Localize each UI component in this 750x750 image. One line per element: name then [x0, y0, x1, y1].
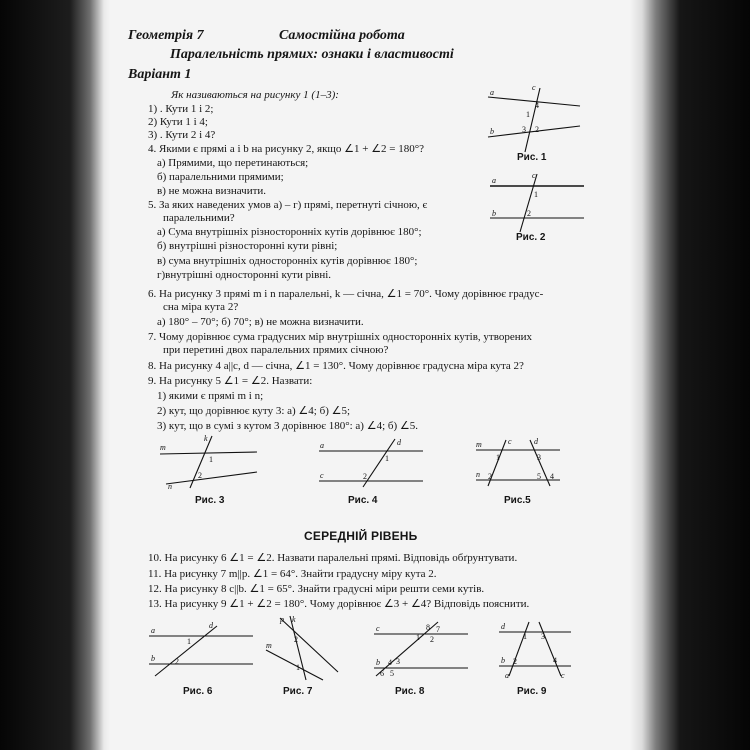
svg-text:1: 1: [385, 454, 389, 463]
question-12: 12. На рисунку 8 c||b. ∠1 = 65°. Знайти градусні міри решти семи кутів.: [148, 583, 485, 595]
figure-5-diagram: [472, 436, 564, 488]
question-10: 10. На рисунку 6 ∠1 = ∠2. Назвати паралельні прямі. Відповідь обґрунтувати.: [148, 552, 518, 564]
subject-heading: Геометрія 7: [128, 28, 204, 43]
middle-level-heading: СЕРЕДНІЙ РІВЕНЬ: [304, 529, 418, 543]
svg-text:3: 3: [537, 453, 541, 462]
svg-text:a: a: [490, 88, 494, 97]
svg-text:2: 2: [513, 657, 517, 666]
question-5: 5. За яких наведених умов а) – г) прямі, перетнуті січною, є: [148, 199, 428, 211]
svg-text:1: 1: [296, 663, 300, 672]
svg-text:1: 1: [496, 453, 500, 462]
svg-text:5: 5: [537, 472, 541, 481]
svg-text:1: 1: [523, 632, 527, 641]
figure-4-caption: Рис. 4: [348, 495, 378, 506]
figure-3-diagram: [152, 432, 262, 490]
topic-heading: Паралельність прямих: ознаки і властивості: [170, 47, 454, 62]
question-4-option-b: б) паралельними прямими;: [157, 171, 284, 183]
svg-text:c: c: [508, 437, 512, 446]
svg-text:2: 2: [175, 657, 179, 666]
svg-text:a: a: [320, 441, 324, 450]
svg-text:3: 3: [522, 125, 526, 134]
svg-text:6: 6: [380, 669, 384, 678]
figure-7-caption: Рис. 7: [283, 686, 313, 697]
question-1: 1) . Кути 1 і 2;: [148, 103, 214, 115]
svg-text:c: c: [532, 83, 536, 92]
figure-1-caption: Рис. 1: [517, 152, 547, 163]
figure-8-caption: Рис. 8: [395, 686, 425, 697]
svg-text:2: 2: [198, 471, 202, 480]
svg-text:1: 1: [526, 110, 530, 119]
svg-text:c: c: [320, 471, 324, 480]
svg-text:1: 1: [209, 455, 213, 464]
question-5-option-b: б) внутрішні різносторонні кути рівні;: [157, 240, 338, 252]
svg-text:m: m: [476, 440, 482, 449]
question-9: 9. На рисунку 5 ∠1 = ∠2. Назвати:: [148, 375, 313, 387]
svg-text:b: b: [501, 656, 505, 665]
question-9-item-3: 3) кут, що в сумі з кутом 3 дорівнює 180°: а) ∠4; б) ∠5.: [157, 420, 419, 432]
svg-text:4: 4: [550, 472, 554, 481]
question-4: 4. Якими є прямі a і b на рисунку 2, якщо ∠1 + ∠2 = 180°?: [148, 143, 425, 155]
question-3: 3) . Кути 2 і 4?: [148, 129, 216, 141]
svg-text:d: d: [534, 437, 538, 446]
figure-6-diagram: [145, 620, 257, 680]
svg-text:b: b: [376, 658, 380, 667]
question-2: 2) Кути 1 і 4;: [148, 116, 208, 128]
question-4-option-a: а) Прямими, що перетинаються;: [157, 157, 309, 169]
svg-text:k: k: [292, 615, 296, 624]
svg-text:n: n: [168, 482, 172, 490]
svg-text:a: a: [492, 176, 496, 185]
svg-text:2: 2: [294, 635, 298, 644]
svg-text:4: 4: [535, 101, 539, 110]
svg-text:c: c: [532, 172, 536, 180]
intro-text: Як називаються на рисунку 1 (1–3):: [171, 89, 339, 101]
question-7: 7. Чому дорівнює сума градусних мір внутрішніх односторонніх кутів, утворених: [148, 331, 532, 343]
svg-text:1: 1: [187, 637, 191, 646]
question-5-cont: паралельними?: [163, 212, 235, 224]
svg-text:2: 2: [535, 125, 539, 134]
figure-6-caption: Рис. 6: [183, 686, 213, 697]
figure-8-diagram: [370, 620, 470, 680]
svg-text:a: a: [151, 626, 155, 635]
variant-heading: Варіант 1: [128, 67, 192, 82]
svg-text:2: 2: [527, 209, 531, 218]
svg-text:a: a: [505, 671, 509, 680]
question-5-option-d: г)внутрішні односторонні кути рівні.: [157, 269, 332, 281]
svg-text:3: 3: [396, 657, 400, 666]
svg-text:4: 4: [553, 656, 557, 665]
question-6: 6. На рисунку 3 прямі m і n паралельні, k — січна, ∠1 = 70°. Чому дорівнює градус-: [148, 288, 544, 300]
figure-2-diagram: [482, 172, 587, 234]
question-7-cont: при перетині двох паралельних прямих січною?: [163, 344, 389, 356]
work-type-heading: Самостійна робота: [279, 28, 405, 43]
figure-9-caption: Рис. 9: [517, 686, 547, 697]
svg-text:m: m: [160, 443, 166, 452]
svg-text:1: 1: [416, 633, 420, 642]
figure-4-diagram: [315, 437, 425, 489]
question-9-item-1: 1) якими є прямі m і n;: [157, 390, 264, 402]
svg-text:5: 5: [390, 669, 394, 678]
question-11: 11. На рисунку 7 m||p. ∠1 = 64°. Знайти градусну міру кута 2.: [148, 568, 437, 580]
question-4-option-c: в) не можна визначити.: [157, 185, 267, 197]
svg-text:k: k: [204, 434, 208, 443]
figure-3-caption: Рис. 3: [195, 495, 225, 506]
svg-text:8: 8: [426, 623, 430, 632]
question-13: 13. На рисунку 9 ∠1 + ∠2 = 180°. Чому дорівнює ∠3 + ∠4? Відповідь пояснити.: [148, 598, 530, 610]
svg-text:c: c: [561, 671, 565, 680]
svg-text:b: b: [151, 654, 155, 663]
svg-text:n: n: [476, 470, 480, 479]
svg-text:c: c: [376, 624, 380, 633]
svg-text:d: d: [209, 621, 213, 630]
svg-text:m: m: [266, 641, 272, 650]
figure-7-diagram: [258, 610, 340, 682]
svg-text:3: 3: [541, 632, 545, 641]
svg-text:2: 2: [363, 472, 367, 481]
question-6-cont: сна міра кута 2?: [163, 301, 239, 313]
svg-text:4: 4: [388, 658, 392, 667]
svg-text:d: d: [397, 438, 401, 447]
question-8: 8. На рисунку 4 a||c, d — січна, ∠1 = 130°. Чому дорівнює градусна міра кута 2?: [148, 360, 524, 372]
svg-text:p: p: [280, 615, 284, 624]
svg-text:1: 1: [534, 190, 538, 199]
figure-5-caption: Рис.5: [504, 495, 531, 506]
svg-text:d: d: [501, 622, 505, 631]
svg-text:7: 7: [436, 625, 440, 634]
question-6-options: а) 180° – 70°; б) 70°; в) не можна визначити.: [157, 316, 364, 328]
svg-text:b: b: [492, 209, 496, 218]
svg-text:2: 2: [430, 635, 434, 644]
question-5-option-a: а) Сума внутрішніх різносторонніх кутів дорівнює 180°;: [157, 226, 422, 238]
svg-text:b: b: [490, 127, 494, 136]
svg-text:2: 2: [488, 472, 492, 481]
question-9-item-2: 2) кут, що дорівнює куту 3: а) ∠4; б) ∠5;: [157, 405, 351, 417]
figure-2-caption: Рис. 2: [516, 232, 546, 243]
figure-9-diagram: [495, 618, 575, 680]
question-5-option-c: в) сума внутрішніх односторонніх кутів дорівнює 180°;: [157, 255, 418, 267]
